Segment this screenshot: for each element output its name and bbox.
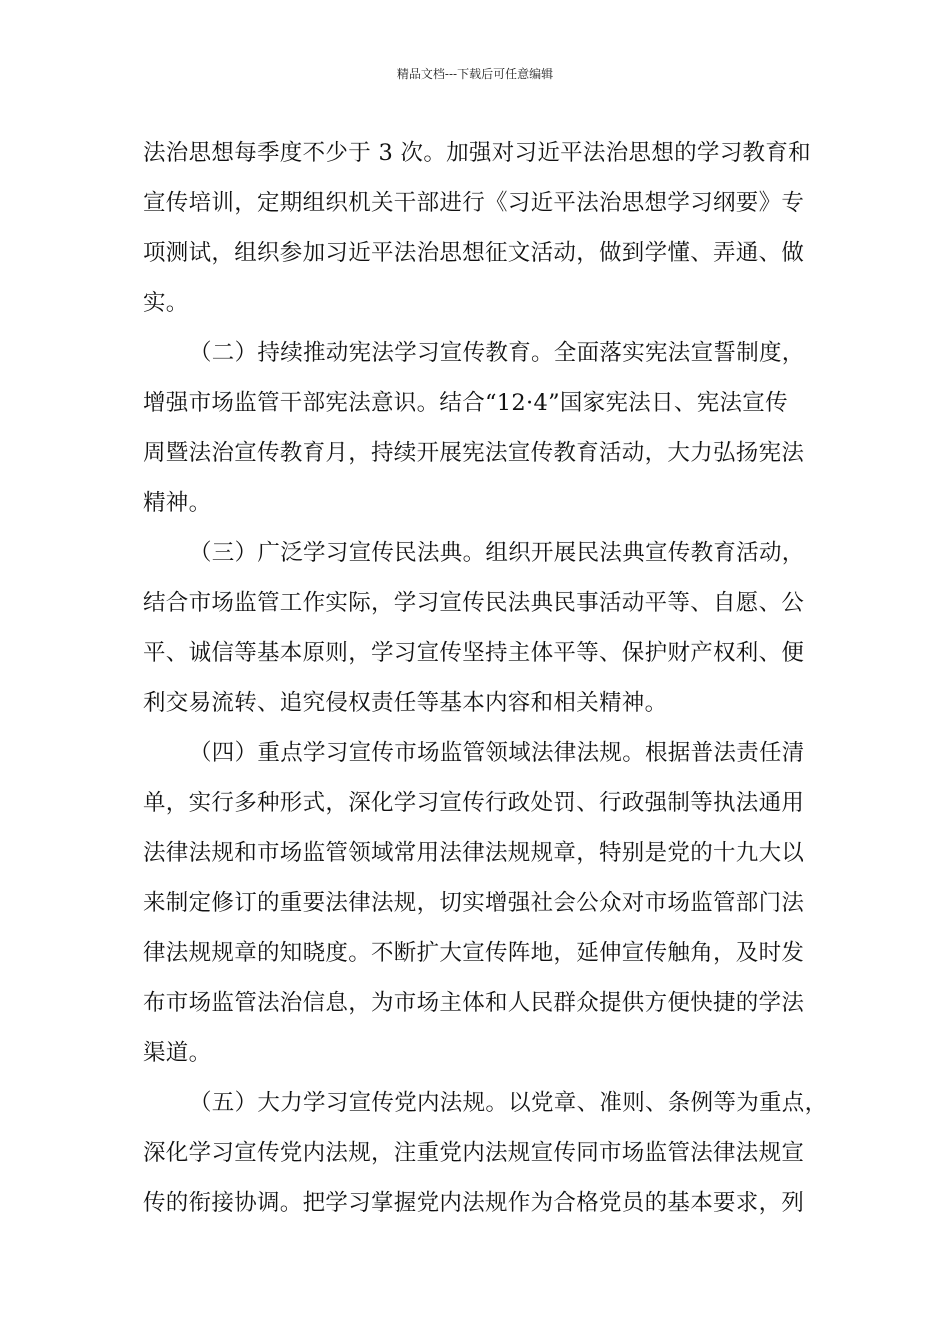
- paragraph-3: [143, 528, 811, 728]
- paragraph-line: 深化学习宣传党内法规，注重党内法规宣传同市场监管法律法规宣: [143, 1140, 805, 1166]
- paragraph-line: 宣传培训，定期组织机关干部进行《习近平法治思想学习纲要》专: [143, 190, 805, 216]
- paragraph-line: 布市场监管法治信息，为市场主体和人民群众提供方便快捷的学法: [143, 990, 805, 1016]
- paragraph-line: 利交易流转、追究侵权责任等基本内容和相关精神。: [143, 690, 668, 716]
- paragraph-2: [143, 328, 811, 528]
- paragraph-line: 传的衔接协调。把学习掌握党内法规作为合格党员的基本要求，列: [143, 1190, 805, 1216]
- paragraph-line: 项测试，组织参加习近平法治思想征文活动，做到学懂、弄通、做: [143, 240, 805, 266]
- page-header: 精品文档---下载后可任意编辑: [396, 67, 554, 81]
- paragraph-line: （五）大力学习宣传党内法规。以党章、准则、条例等为重点，: [189, 1090, 828, 1116]
- paragraph-line: （四）重点学习宣传市场监管领域法律法规。根据普法责任清: [189, 740, 805, 766]
- paragraph-line: 渠道。: [143, 1040, 212, 1066]
- paragraph-1: [143, 128, 811, 328]
- paragraph-line: 律法规规章的知晓度。不断扩大宣传阵地，延伸宣传触角，及时发: [143, 940, 805, 966]
- paragraph-line: 来制定修订的重要法律法规，切实增强社会公众对市场监管部门法: [143, 890, 805, 916]
- paragraph-line: （三）广泛学习宣传民法典。组织开展民法典宣传教育活动，: [189, 540, 805, 566]
- paragraph-line: 精神。: [143, 490, 212, 516]
- paragraph-4: [143, 728, 811, 1078]
- paragraph-5: [143, 1078, 828, 1228]
- paragraph-line: 增强市场监管干部宪法意识。结合“12·4”国家宪法日、宪法宣传: [143, 390, 788, 416]
- paragraph-line: 法治思想每季度不少于 3 次。加强对习近平法治思想的学习教育和: [143, 140, 811, 166]
- document-body: [143, 128, 828, 1228]
- paragraph-line: 结合市场监管工作实际，学习宣传民法典民事活动平等、自愿、公: [143, 590, 805, 616]
- paragraph-line: 实。: [143, 290, 189, 316]
- paragraph-line: 法律法规和市场监管领域常用法律法规规章，特别是党的十九大以: [143, 840, 805, 866]
- paragraph-line: 周暨法治宣传教育月，持续开展宪法宣传教育活动，大力弘扬宪法: [143, 440, 805, 466]
- paragraph-line: 单，实行多种形式，深化学习宣传行政处罚、行政强制等执法通用: [143, 790, 805, 816]
- paragraph-line: 平、诚信等基本原则，学习宣传坚持主体平等、保护财产权利、便: [143, 640, 805, 666]
- paragraph-line: （二）持续推动宪法学习宣传教育。全面落实宪法宣誓制度，: [189, 340, 805, 366]
